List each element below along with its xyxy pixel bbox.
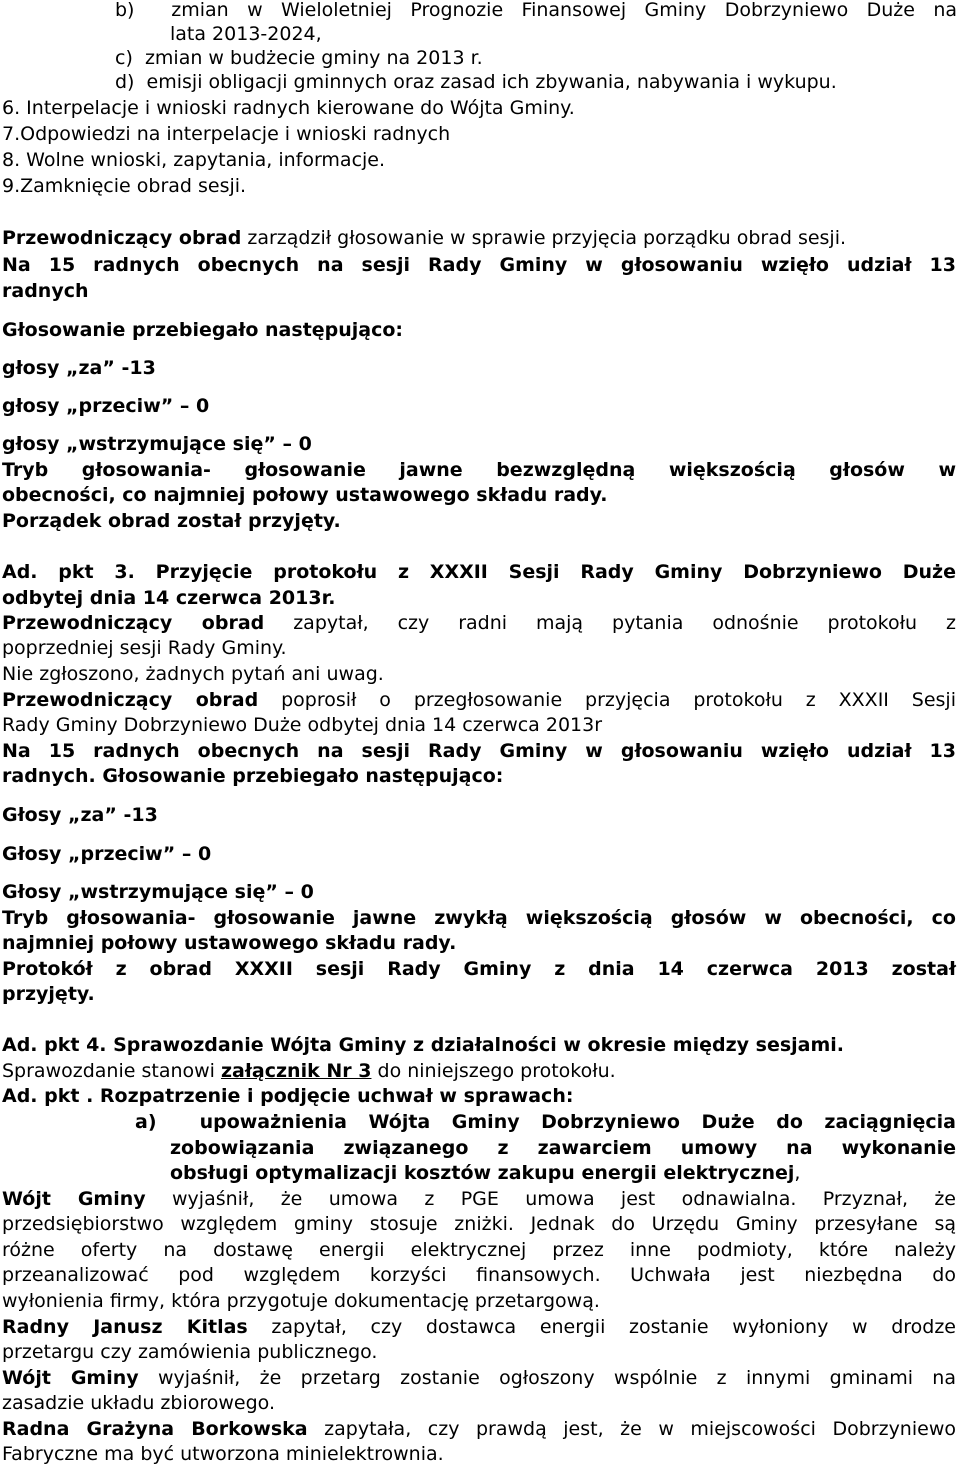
- pkt3-result-line2: przyjęty.: [2, 983, 95, 1005]
- vote1-abstain: głosy „wstrzymujące się” – 0: [2, 433, 312, 455]
- borkowska-question-text: zapytała, czy prawdą jest, że w miejscowości Dobrzyniewo: [307, 1418, 956, 1440]
- speaker-name: Radna Grażyna Borkowska: [2, 1418, 308, 1440]
- wojt-explanation-line5: wyłonienia firmy, która przygotuje dokumentację przetargową.: [2, 1290, 600, 1312]
- vote1-intro-text: zarządził głosowanie w sprawie przyjęcia porządku obrad sesji.: [241, 227, 847, 249]
- resolution-a-line1: a) upoważnienia Wójta Gminy Dobrzyniewo Duże do zaciągnięcia: [135, 1111, 956, 1133]
- agenda-item-b-line2: lata 2013-2024,: [170, 23, 322, 45]
- agenda-item-d: d) emisji obligacji gminnych oraz zasad ich zbywania, nabywania i wykupu.: [115, 71, 837, 93]
- vote1-for: głosy „za” -13: [2, 357, 156, 379]
- pkt3-attendance-line1: Na 15 radnych obecnych na sesji Rady Gminy w głosowaniu wzięło udział 13: [2, 740, 956, 762]
- pkt4-title: Ad. pkt 4. Sprawozdanie Wójta Gminy z działalności w okresie między sesjami.: [2, 1034, 845, 1056]
- pkt-next-title: Ad. pkt . Rozpatrzenie i podjęcie uchwał w sprawach:: [2, 1085, 574, 1107]
- kitlas-question-text: zapytał, czy dostawca energii zostanie wyłoniony w drodze: [247, 1316, 956, 1338]
- wojt-explanation-line4: przeanalizować pod względem korzyści finansowych. Uchwała jest niezbędna do: [2, 1264, 956, 1286]
- speaker-name: Radny Janusz Kitlas: [2, 1316, 248, 1338]
- wojt-explanation-line2: przedsiębiorstwo względem gminy stosuje zniżki. Jednak do Urzędu Gminy przesyłane są: [2, 1213, 956, 1235]
- pkt3-proposal-text: poprosił o przegłosowanie przyjęcia protokołu z XXXII Sesji: [258, 689, 956, 711]
- wojt-explanation-line3: różne oferty na dostawę energii elektrycznej przez inne podmioty, które należy: [2, 1239, 956, 1261]
- vote1-against: głosy „przeciw” – 0: [2, 395, 210, 417]
- agenda-item-c: c) zmian w budżecie gminy na 2013 r.: [115, 47, 483, 69]
- pkt3-mode-line1: Tryb głosowania- głosowanie jawne zwykłą większością głosów w obecności, co: [2, 907, 956, 929]
- speaker-name: Przewodniczący obrad: [2, 689, 259, 711]
- resolution-a-line3-text: obsługi optymalizacji kosztów zakupu energii elektrycznej: [170, 1162, 795, 1184]
- vote1-mode-line1: Tryb głosowania- głosowanie jawne bezwzględną większością głosów w: [2, 459, 956, 481]
- vote1-attendance-line1: Na 15 radnych obecnych na sesji Rady Gminy w głosowaniu wzięło udział 13: [2, 254, 956, 276]
- vote1-mode-line2: obecności, co najmniej połowy ustawowego składu rady.: [2, 484, 608, 506]
- pkt3-title-line2: odbytej dnia 14 czerwca 2013r.: [2, 587, 336, 609]
- speaker-name: Wójt Gminy: [2, 1188, 146, 1210]
- agenda-item-9: 9.Zamknięcie obrad sesji.: [2, 175, 247, 197]
- vote1-header: Głosowanie przebiegało następująco:: [2, 319, 404, 341]
- vote1-intro: [2, 226, 846, 250]
- pkt3-proposal-line1: [2, 688, 956, 712]
- resolution-a-line2: zobowiązania związanego z zawarciem umowy na wykonanie: [170, 1137, 956, 1159]
- wojt-explanation-line1: [2, 1187, 956, 1211]
- pkt4-report-pre: Sprawozdanie stanowi: [2, 1060, 221, 1082]
- attachment-link[interactable]: załącznik Nr 3: [220, 1060, 372, 1082]
- pkt3-question-line1: [2, 611, 956, 635]
- resolution-a-line3-tail: ,: [794, 1162, 801, 1184]
- kitlas-question-line1: [2, 1315, 956, 1339]
- pkt3-question-line2: poprzedniej sesji Rady Gminy.: [2, 637, 287, 659]
- speaker-name: Wójt Gminy: [2, 1367, 139, 1389]
- speaker-name: Przewodniczący obrad: [2, 227, 242, 249]
- pkt4-report: [2, 1059, 616, 1083]
- pkt3-for: Głosy „za” -13: [2, 804, 158, 826]
- agenda-item-8: 8. Wolne wnioski, zapytania, informacje.: [2, 149, 386, 171]
- pkt3-abstain: Głosy „wstrzymujące się” – 0: [2, 881, 314, 903]
- borkowska-question-line1: [2, 1417, 956, 1441]
- pkt3-no-questions: Nie zgłoszono, żadnych pytań ani uwag.: [2, 663, 384, 685]
- agenda-item-6: 6. Interpelacje i wnioski radnych kierowane do Wójta Gminy.: [2, 97, 575, 119]
- wojt-answer-line1: [2, 1366, 956, 1390]
- wojt-answer-line2: zasadzie układu zbiorowego.: [2, 1392, 276, 1414]
- vote1-attendance-line2: radnych: [2, 280, 89, 302]
- agenda-item-7: 7.Odpowiedzi na interpelacje i wnioski radnych: [2, 123, 451, 145]
- wojt-answer-text: wyjaśnił, że przetarg zostanie ogłoszony wspólnie z innymi gminami na: [138, 1367, 956, 1389]
- pkt3-question-text: zapytał, czy radni mają pytania odnośnie protokołu z: [264, 612, 956, 634]
- wojt-explanation-text: wyjaśnił, że umowa z PGE umowa jest odnawialna. Przyznał, że: [145, 1188, 956, 1210]
- pkt3-title-line1: Ad. pkt 3. Przyjęcie protokołu z XXXII Sesji Rady Gminy Dobrzyniewo Duże: [2, 561, 956, 583]
- kitlas-question-line2: przetargu czy zamówienia publicznego.: [2, 1341, 378, 1363]
- pkt3-attendance-line2: radnych. Głosowanie przebiegało następująco:: [2, 765, 504, 787]
- speaker-name: Przewodniczący obrad: [2, 612, 265, 634]
- resolution-a-line3: [170, 1161, 800, 1185]
- borkowska-question-line2: Fabryczne ma być utworzona minielektrownia.: [2, 1443, 444, 1465]
- agenda-item-b-line1: b) zmian w Wieloletniej Prognozie Finansowej Gminy Dobrzyniewo Duże na: [115, 0, 957, 21]
- pkt3-mode-line2: najmniej połowy ustawowego składu rady.: [2, 932, 457, 954]
- pkt3-result-line1: Protokół z obrad XXXII sesji Rady Gminy z dnia 14 czerwca 2013 został: [2, 958, 956, 980]
- pkt3-proposal-line2: Rady Gminy Dobrzyniewo Duże odbytej dnia 14 czerwca 2013r: [2, 714, 603, 736]
- pkt4-report-post: do niniejszego protokołu.: [371, 1060, 616, 1082]
- vote1-result: Porządek obrad został przyjęty.: [2, 510, 341, 532]
- pkt3-against: Głosy „przeciw” – 0: [2, 843, 212, 865]
